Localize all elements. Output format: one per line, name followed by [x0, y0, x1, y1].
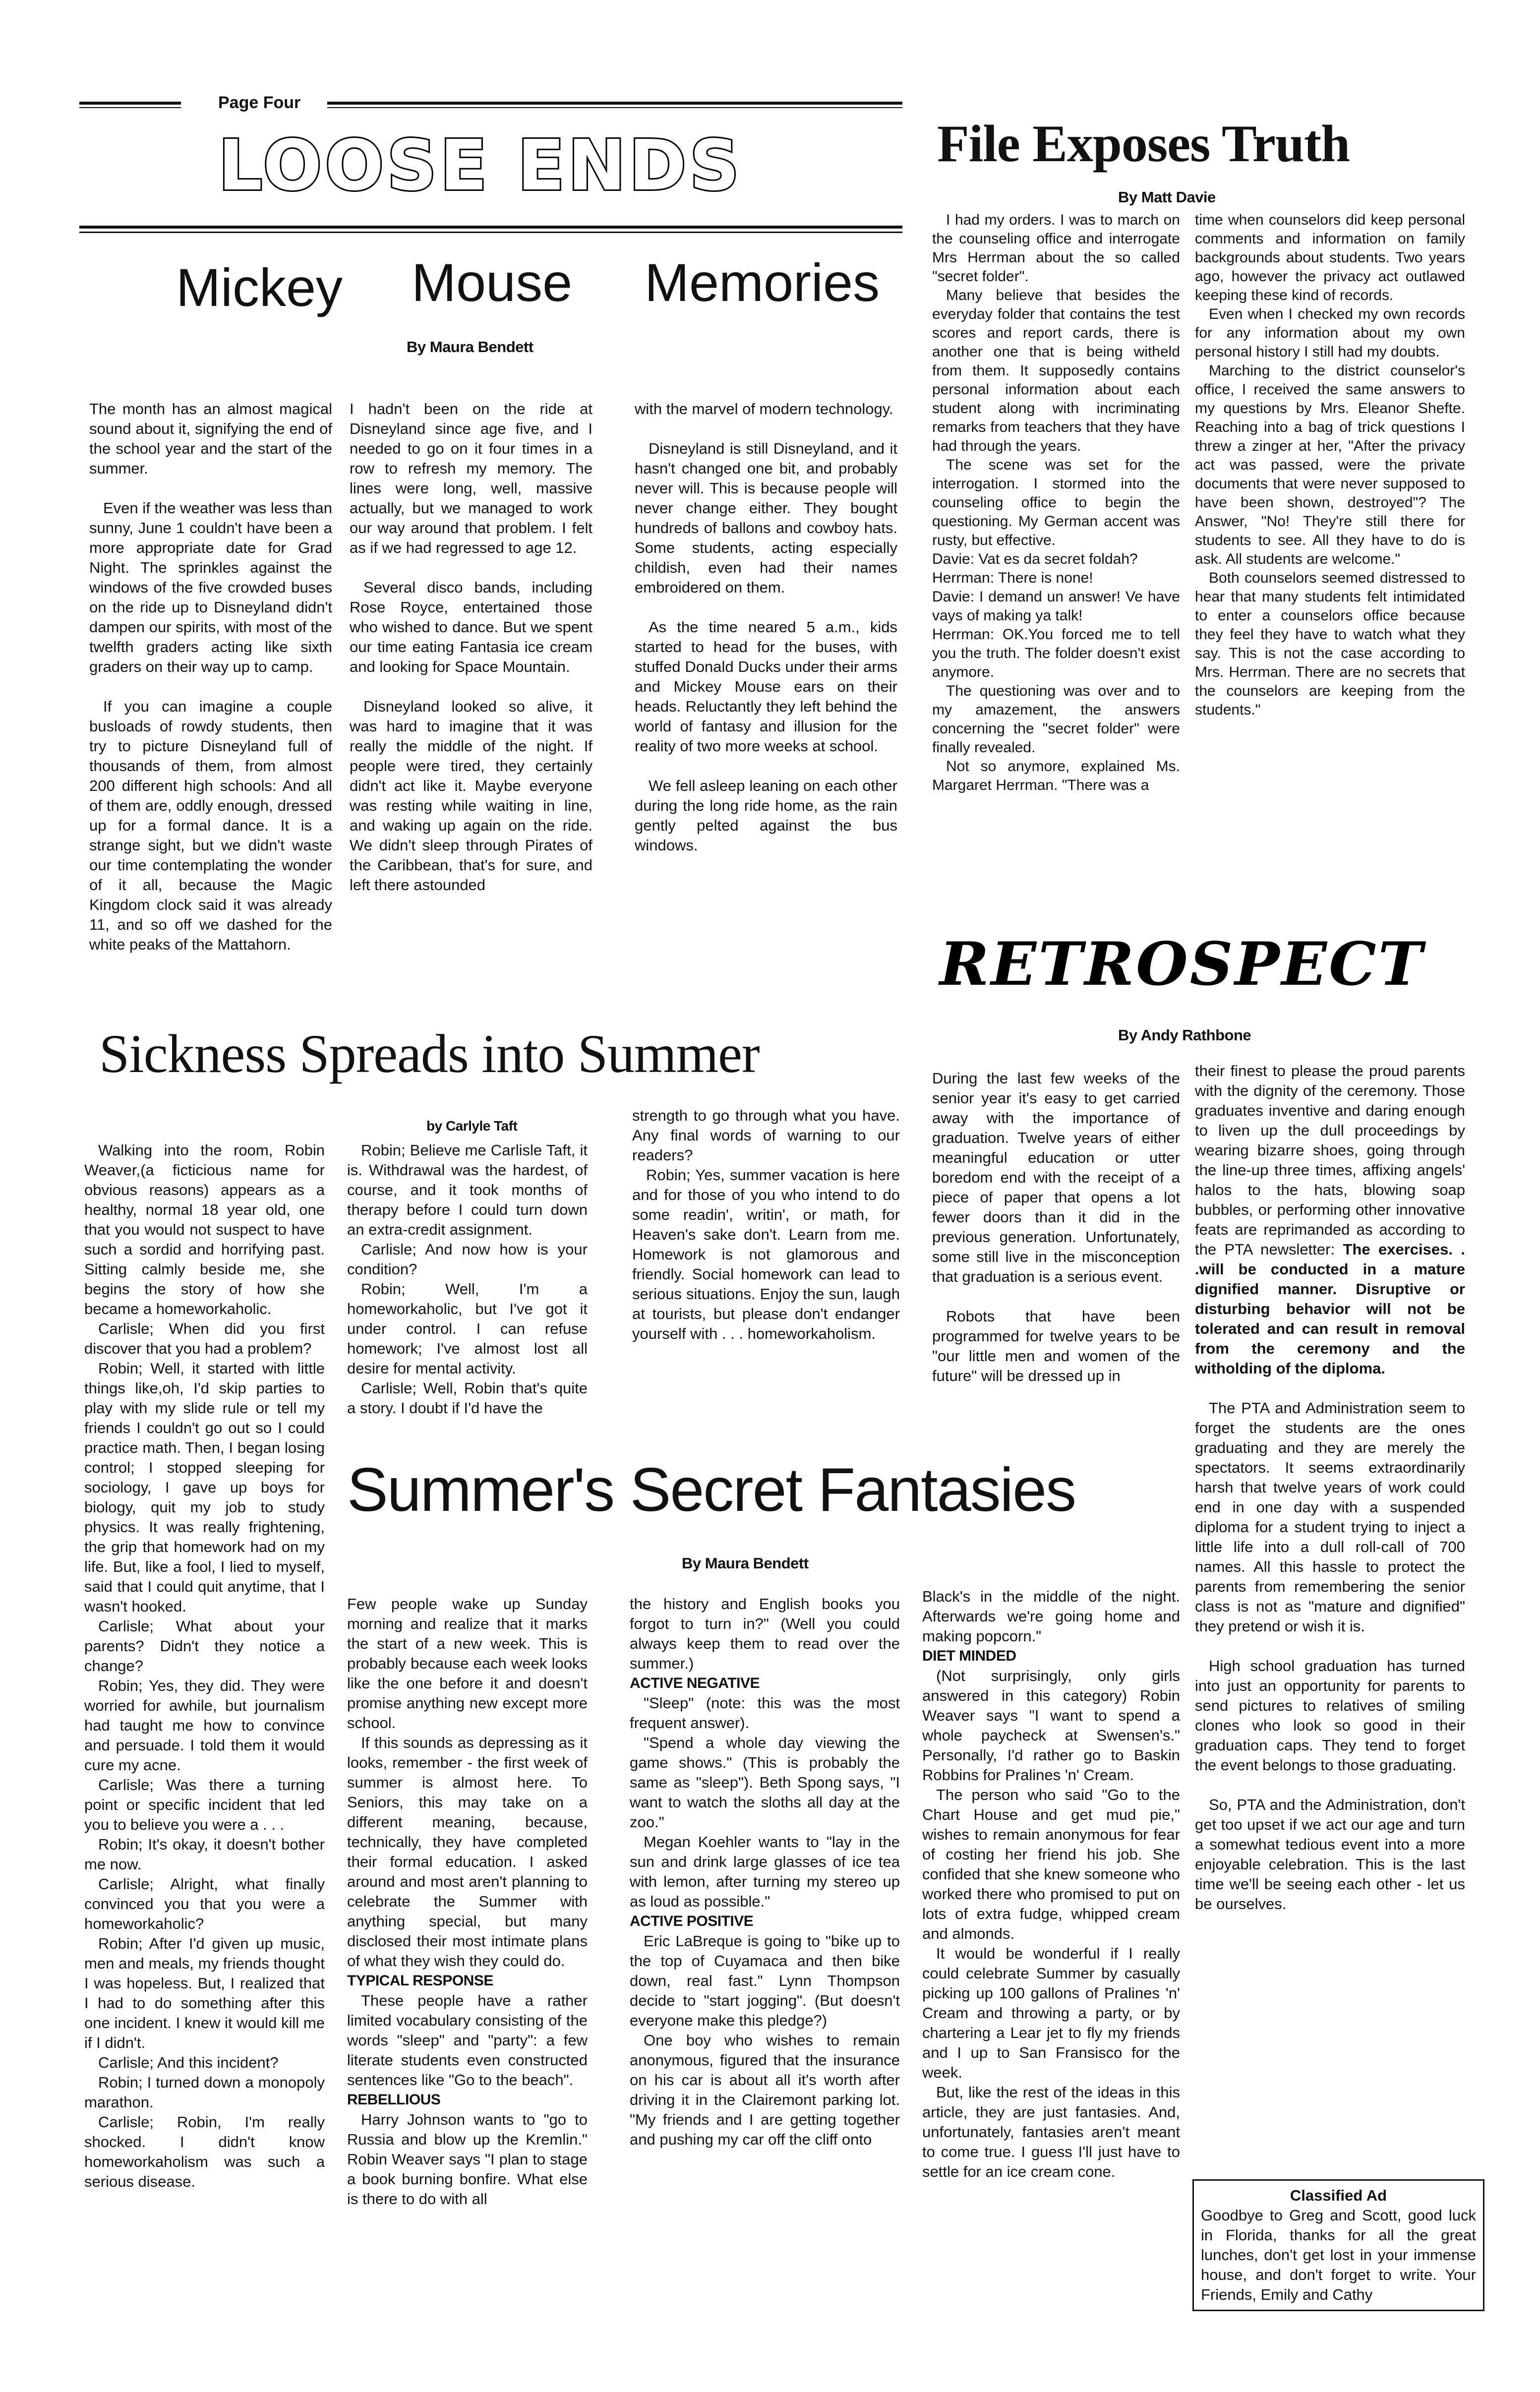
paragraph: the history and English books you forgot to turn in?" (Well you could always keep them to read over the summer.) [630, 1595, 900, 1672]
paragraph: One boy who wishes to remain anonymous, figured that the insurance on his car is about all it's worth after driving it in the Clairemont parking lot. "My friends and I are getting together and pushing my car off the cliff onto [630, 2032, 900, 2148]
paragraph: Walking into the room, Robin Weaver,(a ficticious name for obvious reasons) appears as a healthy, normal 18 year old, one that you would not suspect to have such a sordid and horrifying past. Sitting calmly beside me, she begins the story of how she became a homeworkaholic. [84, 1141, 325, 1317]
masthead-bottom-rule-2 [79, 232, 902, 233]
paragraph: Robin; Well, it started with little things like,oh, I'd skip parties to play with my slide rule or tell my friends I couldn't go out so I could practice math. Then, I began losing control; I stopped sleeping for sociology, I gave up boys for biology, quit my job to study physics. It was really frightening, the grip that homework had on my life. But, like a fool, I lied to myself, said that I could quit anytime, that I wasn't hooked. [84, 1360, 325, 1615]
paragraph: So, PTA and the Administration, don't get too upset if we act our age and turn a somewhat tedious event into a more enjoyable celebration. This is the last time we'll be seeing each other - let us be ourselves. [1195, 1796, 1465, 1913]
retrospect-byline: By Andy Rathbone [1118, 1026, 1251, 1044]
paragraph: (Not surprisingly, only girls answered in this category) Robin Weaver says "I want to spend a whole paycheck at Swensen's." Personally, I'd rather go to Baskin Robbins for Pralines 'n' Cream. [922, 1667, 1180, 1784]
paragraph: Disneyland is still Disneyland, and it hasn't changed one bit, and probably never will. This is because people will never change either. They bought hundreds of ballons and cowboy hats. Some students, acting especially childish, even had their names embroidered on them. [635, 440, 897, 596]
sickness-col-1 [84, 1140, 325, 2192]
paragraph: Harry Johnson wants to "go to Russia and blow up the Kremlin." Robin Weaver says "I plan to stage a book burning bonfire. What else is there to do with all [347, 2111, 588, 2208]
paragraph: We fell asleep leaning on each other during the long ride home, as the rain gently pelted against the bus windows. [635, 777, 897, 854]
paragraph: "Spend a whole day viewing the game shows." (This is probably the same as "sleep"). Beth Spong says, "I want to watch the sloths all day at the zoo." [630, 1734, 900, 1831]
paragraph: Several disco bands, including Rose Royce, entertained those who wished to dance. But we spent our time eating Fantasia ice cream and looking for Space Mountain. [350, 579, 592, 675]
paragraph: If you can imagine a couple busloads of rowdy students, then try to picture Disneyland full of thousands of them, from almost 200 different high schools: And all of them are, oddly enough, dressed up for a formal dance. It is a strange sight, but we didn't waste our time contemplating the wonder of it all, because the Magic Kingdom clock said it was already 11, and so off we dashed for the white peaks of the Mattahorn. [89, 698, 332, 953]
paragraph: The questioning was over and to my amazement, the answers concerning the "secret folder" were finally revealed. [932, 683, 1180, 756]
paragraph: strength to go through what you have. Any final words of warning to our readers? [632, 1107, 900, 1164]
section-heading: ACTIVE POSITIVE [630, 1913, 754, 1929]
classified-ad-title: Classified Ad [1290, 2187, 1387, 2204]
paragraph: As the time neared 5 a.m., kids started to head for the buses, with stuffed Donald Ducks under their arms and Mickey Mouse ears on their heads. Reluctantly they left behind the world of fantasy and illusion for the reality of two more weeks at school. [635, 618, 897, 755]
file-col-2 [1195, 211, 1465, 719]
paragraph: Carlisle; Robin, I'm really shocked. I didn't know homeworkaholism was such a serious disease. [84, 2113, 325, 2190]
paragraph: Carlisle; And this incident? [98, 2054, 279, 2071]
masthead-rule-left-2 [79, 107, 181, 108]
file-byline: By Matt Davie [1118, 188, 1216, 206]
fantasies-col-3 [922, 1587, 1180, 2182]
paragraph [1195, 1061, 1465, 1378]
mickey-col-3 [635, 399, 897, 875]
paragraph: Many believe that besides the everyday folder that contains the test scores and report cards, there is another one that is being witheld from them. It supposedly contains personal information about each student along with incriminating remarks from teachers that they have had through the years. [932, 287, 1180, 454]
dialogue-line: Davie: Vat es da secret foldah? [932, 551, 1138, 567]
mickey-headline-3: Memories [645, 252, 880, 312]
dialogue-line: Herrman: OK.You forced me to tell you the truth. The folder doesn't exist anymore. [932, 626, 1180, 680]
mickey-headline-1: Mickey [176, 257, 343, 317]
paragraph: I had my orders. I was to march on the counseling office and interrogate Mrs Herrman about the so called "secret folder". [932, 212, 1180, 285]
fantasies-col-1 [347, 1594, 588, 2209]
paragraph: Carlisle; When did you first discover that you had a problem? [84, 1320, 325, 1357]
section-heading: TYPICAL RESPONSE [347, 1973, 493, 1989]
paragraph: Black's in the middle of the night. Afterwards we're going home and making popcorn." [922, 1588, 1180, 1645]
paragraph: Carlisle; Alright, what finally convinced you that you were a homeworkaholic? [84, 1875, 325, 1932]
paragraph: time when counselors did keep personal comments and information on family backgrounds about students. Two years ago, however the privacy act outlawed keeping these kind of records. [1195, 212, 1465, 303]
paragraph: Robin; Well, I'm a homeworkaholic, but I've got it under control. I can refuse homework; I've almost lost all desire for mental activity. [347, 1280, 588, 1377]
section-heading: REBELLIOUS [347, 2092, 441, 2108]
masthead-rule-right [327, 102, 902, 105]
paragraph: The month has an almost magical sound about it, signifying the end of the school year and the start of the summer. [89, 400, 332, 477]
paragraph: But, like the rest of the ideas in this article, they are just fantasies. And, unfortunately, fantasies aren't meant to come true. I guess I'll just have to settle for an ice cream cone. [922, 2084, 1180, 2180]
paragraph: Megan Koehler wants to "lay in the sun and drink large glasses of ice tea with lemon, after turning my stereo up as loud as possible." [630, 1833, 900, 1910]
mickey-col-2 [350, 399, 592, 915]
paragraph: Both counselors seemed distressed to hear that many students felt intimidated to enter a counselors office because they feel they have to watch what they say. This is not the case according to Mrs. Herrman. There are no secrets that the counselors are keeping from the students." [1195, 570, 1465, 718]
page-label: Page Four [218, 93, 301, 112]
paragraph: "Sleep" (note: this was the most frequent answer). [630, 1694, 900, 1732]
masthead-rule-left [79, 102, 181, 105]
file-headline: File Exposes Truth [937, 115, 1350, 173]
paragraph: If this sounds as depressing as it looks, remember - the first week of summer is almost here. To Seniors, this may take on a different meaning, because, technically, they have completed their formal education. I asked around and most aren't planning to celebrate the Summer with anything special, but many disclosed their most intimate plans of what they wish they could do. [347, 1734, 588, 1970]
masthead-bottom-rule [79, 226, 902, 229]
paragraph: with the marvel of modern technology. [635, 400, 893, 418]
paragraph: The scene was set for the interrogation. I stormed into the counseling office to begin the questioning. My German accent was rusty, but effective. [932, 457, 1180, 548]
file-col-1 [932, 211, 1180, 795]
dialogue-line: Davie: I demand un answer! Ve have vays of making ya talk! [932, 589, 1180, 624]
paragraph: Few people wake up Sunday morning and realize that it marks the start of a new week. This is probably because each week looks like the one before it and doesn't promise anything new except more school. [347, 1595, 588, 1732]
fantasies-headline: Summer's Secret Fantasies [347, 1456, 1076, 1524]
retrospect-headline: RETROSPECT [940, 929, 1424, 999]
dialogue-line: Herrman: There is none! [932, 570, 1093, 586]
sickness-headline: Sickness Spreads into Summer [99, 1023, 760, 1084]
paragraph: It would be wonderful if I really could celebrate Summer by casually picking up 100 gallons of Pralines 'n' Cream and throwing a party, or by chartering a Lear jet to fly my friends and I up to San Fransisco for the week. [922, 1945, 1180, 2081]
mickey-headline-2: Mouse [412, 252, 573, 312]
paragraph: Robin; Yes, summer vacation is here and for those of you who intend to do some readin', writin', or math, for Heaven's sake don't. Learn from me. Homework is not glamorous and friendly. Social homework can lead to serious situations. Enjoy the sun, laugh at tourists, but please don't endanger yourself with . . . homeworkaholism. [632, 1166, 900, 1342]
sickness-col-2 [347, 1140, 588, 1418]
mickey-col-1 [89, 399, 332, 974]
paragraph: The PTA and Administration seem to forget the students are the ones graduating and they are merely the spectators. It seems extraordinarily harsh that twelve years of work could end in one day with a suspended diploma for a student trying to inject a little life into a dull roll-call of 700 names. All this hassle to protect the parents from remembering the senior class is not as "mature and dignified" they pretend or wish it is. [1195, 1399, 1465, 1635]
paragraph: These people have a rather limited vocabulary consisting of the words "sleep" and "party": a few literate students even constructed sentences like "Go to the beach". [347, 1992, 588, 2089]
paragraph: Robin; I turned down a monopoly marathon. [84, 2074, 325, 2111]
paragraph-lead: their finest to please the proud parents with the dignity of the ceremony. Those graduates inventive and daring enough to liven up the dull proceedings by wearing bizarre shoes, going through the line-up three times, affixing angels' halos to the hats, blowing soap bubbles, or performing other innovative feats are reprimanded as according to the PTA newsletter: [1195, 1062, 1465, 1258]
paragraph: Even when I checked my own records for any information about my own personal history I still had my doubts. [1195, 306, 1465, 360]
paragraph: Marching to the district counselor's office, I received the same answers to my questions by Mrs. Eleanor Shefte. Reaching into a bag of trick questions I threw a zinger at her, "After the privacy act was passed, were the private documents that were never supposed to have been shown, destroyed"? The Answer, "No! They're still there for students to see. All they have to do is ask. All students are welcome." [1195, 362, 1465, 567]
sickness-col-3 [632, 1106, 900, 1344]
retrospect-col-2 [1195, 1061, 1465, 1934]
mickey-byline: By Maura Bendett [407, 338, 533, 356]
paragraph: Robin; Yes, they did. They were worried for awhile, but journalism had taught me how to convince and persuade. I told them it would cure my acne. [84, 1677, 325, 1774]
masthead-title: LOOSE ENDS [218, 125, 743, 206]
paragraph: Not so anymore, explained Ms. Margaret Herrman. "There was a [932, 758, 1180, 793]
paragraph: Carlisle; What about your parents? Didn't they notice a change? [84, 1617, 325, 1674]
paragraph: Carlisle; Was there a turning point or specific incident that led you to believe you were a . . . [84, 1776, 325, 1833]
paragraph: High school graduation has turned into just an opportunity for parents to send pictures to relatives of smiling clones who look so good in their graduation caps. They tend to forget the event belongs to those graduating. [1195, 1657, 1465, 1774]
paragraph: Carlisle; Well, Robin that's quite a story. I doubt if I'd have the [347, 1379, 588, 1417]
paragraph: Carlisle; And now how is your condition? [347, 1241, 588, 1278]
section-heading: ACTIVE NEGATIVE [630, 1675, 760, 1691]
classified-ad [1192, 2179, 1484, 2311]
section-heading: DIET MINDED [922, 1648, 1016, 1664]
paragraph: Robin; It's okay, it doesn't bother me now. [84, 1836, 325, 1873]
paragraph: Even if the weather was less than sunny, June 1 couldn't have been a more appropriate date for Grad Night. The sprinkles against the windows of the five crowded buses on the ride up to Disneyland didn't dampen our spirits, with most of the twelfth graders acting like sixth graders on their way up to camp. [89, 499, 332, 675]
paragraph: Eric LaBreque is going to "bike up to the top of Cuyamaca and then bike down, real fast." Lynn Thompson decide to "start jogging". (But doesn't everyone make this pledge?) [630, 1932, 900, 2029]
fantasies-col-2 [630, 1594, 900, 2150]
retrospect-col-1 [932, 1069, 1180, 1386]
fantasies-byline: By Maura Bendett [682, 1555, 809, 1572]
masthead-rule-right-2 [327, 107, 902, 108]
paragraph: Robots that have been programmed for twelve years to be "our little men and women of the future" will be dressed up in [932, 1308, 1180, 1384]
paragraph: The person who said "Go to the Chart House and get mud pie," wishes to remain anonymous for fear of costing her friend his job. She confided that she knew someone who worked there who promised to put on lots of extra fudge, whipped cream and almonds. [922, 1786, 1180, 1942]
paragraph: I hadn't been on the ride at Disneyland since age five, and I needed to go on it four times in a row to refresh my memory. The lines were long, well, massive actually, but we managed to work our way around that problem. I felt as if we had regressed to age 12. [350, 400, 592, 556]
sickness-byline: by Carlyle Taft [426, 1118, 518, 1134]
paragraph: During the last few weeks of the senior year it's easy to get carried away with the importance of graduation. Twelve years of either meaningful education or utter boredom end with the receipt of a piece of paper that opens a lot fewer doors than it did in the previous generation. Unfortunately, some still live in the misconception that graduation is a serious event. [932, 1070, 1180, 1285]
paragraph: Disneyland looked so alive, it was hard to imagine that it was really the middle of the night. If people were tired, they certainly didn't act like it. Maybe everyone was resting while waiting in line, and waking up again on the ride. We didn't sleep through Pirates of the Caribbean, that's for sure, and left there astounded [350, 698, 592, 894]
pta-quote: The exercises. . .will be conducted in a mature dignified manner. Disruptive or disturbing behavior will not be tolerated and can result in removal from the ceremony and the witholding of the diploma. [1195, 1241, 1465, 1377]
classified-ad-text: Goodbye to Greg and Scott, good luck in Florida, thanks for all the great lunches, don't get lost in your immense house, and don't forget to write. Your Friends, Emily and Cathy [1201, 2207, 1476, 2303]
paragraph: Robin; After I'd given up music, men and meals, my friends thought I was hopeless. But, I realized that I had to do something after this one incident. I knew it would kill me if I didn't. [84, 1935, 325, 2051]
paragraph: Robin; Believe me Carlisle Taft, it is. Withdrawal was the hardest, of course, and it took months of therapy before I could turn down an extra-credit assignment. [347, 1141, 588, 1238]
